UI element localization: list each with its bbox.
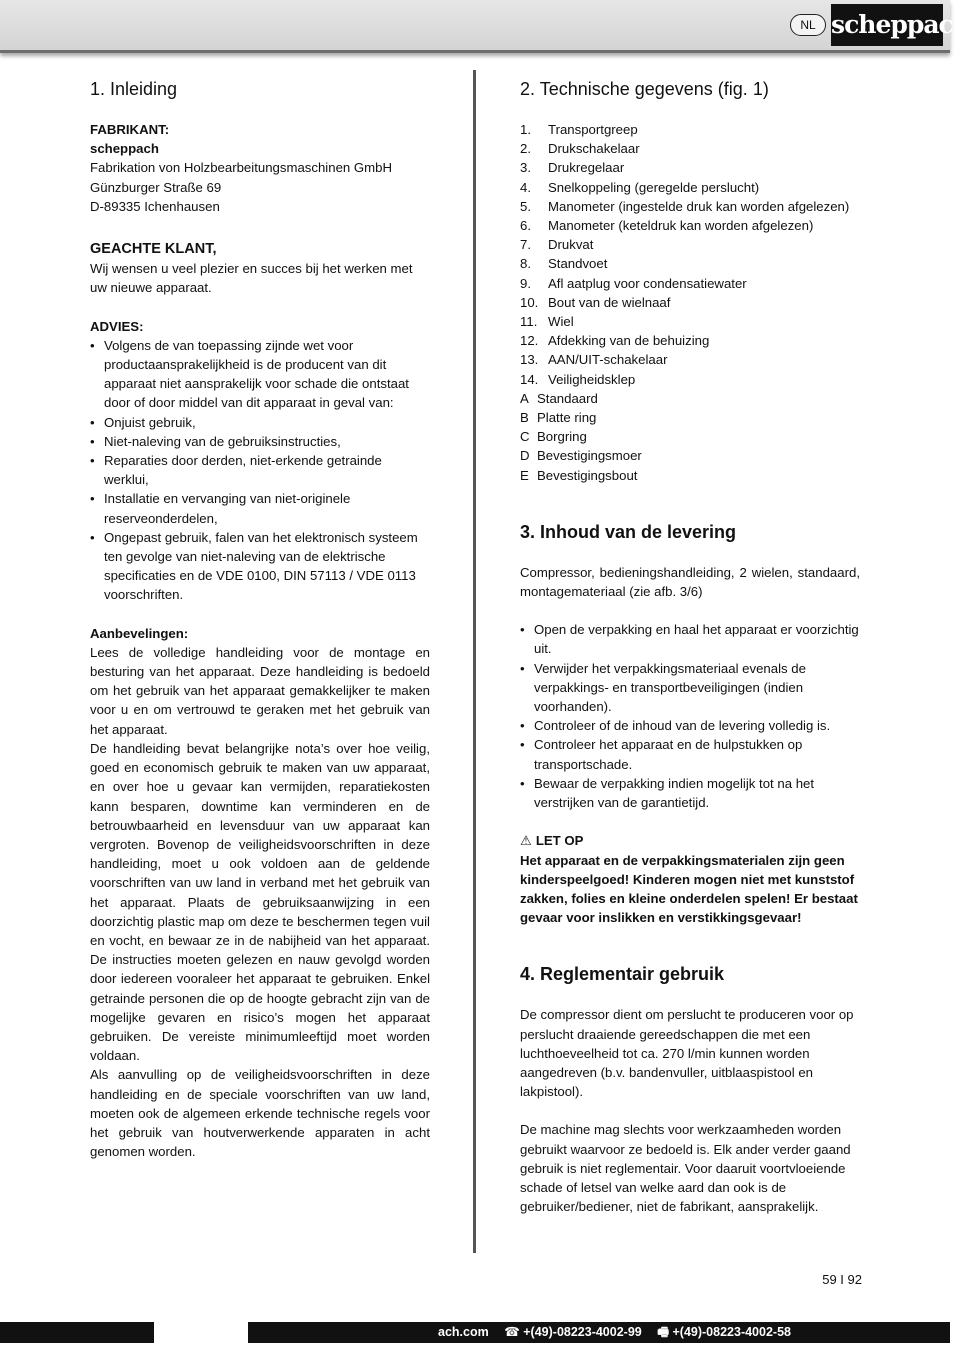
page-footer: [0, 1322, 950, 1343]
list-item: 12. Afdekking van de behuizing: [520, 333, 710, 349]
warning-text: Het apparaat en de verpakkingsmaterialen zijn geen kinderspeelgoed! Kinderen mogen niet met kunststof zakken, folies en kleine onderdelen spelen! Er bestaat gevaar voor inslikken en verstikkingsgevaar!: [520, 852, 858, 926]
column-divider: [473, 70, 476, 1253]
list-item: • Installatie en vervanging van niet-originele reserveonderdelen,: [90, 489, 430, 527]
footer-phone: ☎ +(49)-08223-4002-99: [504, 1325, 642, 1339]
list-item: 9. Afl aatplug voor condensatiewater: [520, 275, 747, 291]
list-item: • Controleer of de inhoud van de levering volledig is.: [520, 716, 860, 735]
paragraph: Als aanvulling op de veiligheidsvoorschriften in deze handleiding en de speciale voorschriften van uw land, moeten ook de algemeen erkende technische regels voor het gebruik van houtverwerkende apparaten in acht genomen worden.: [90, 1067, 430, 1160]
customer-label: GEACHTE KLANT,: [90, 241, 217, 258]
list-item: 5. Manometer (ingestelde druk kan worden afgelezen): [520, 198, 850, 214]
brand-logo: scheppach: [831, 4, 943, 46]
paragraph: De machine mag slechts voor werkzaamheden worden gebruikt waarvoor ze bedoeld is. Elk ander verder gaand gebruik is niet reglementair. Voor daaruit voortvloeiende schade of letsel van welke aard dan ook is de gebruiker/bediener, niet de fabrikant, aansprakelijk.: [520, 1122, 851, 1215]
list-item: 8. Standvoet: [520, 256, 608, 272]
list-item: • Open de verpakking en haal het apparaat er voorzichtig uit.: [520, 620, 860, 658]
paragraph: De compressor dient om perslucht te produceren voor op perslucht draaiende gereedschappen die met een luchthoeveelheid tot ca. 270 l/min kunnen worden aangedreven (b.v. bandenvuller, uitblaaspistool en lakpistool).: [520, 1007, 854, 1100]
list-item: A Standaard: [520, 390, 598, 406]
list-item: 4. Snelkoppeling (geregelde perslucht): [520, 179, 760, 195]
section-heading-technical: 2. Technische gegevens (fig. 1): [520, 79, 769, 99]
section-heading-delivery: 3. Inhoud van de levering: [520, 521, 737, 542]
left-column: [90, 76, 430, 1161]
section-heading-use: 4. Reglementair gebruik: [520, 964, 725, 985]
list-item: 7. Drukvat: [520, 237, 594, 253]
list-item: 2. Drukschakelaar: [520, 141, 640, 157]
list-item: 10. Bout van de wielnaaf: [520, 294, 671, 310]
page-number: 59 I 92: [822, 1272, 862, 1287]
warning-triangle-icon: ⚠: [520, 833, 532, 849]
footer-contact: [438, 1322, 803, 1343]
paragraph: De handleiding bevat belangrijke nota’s over hoe veilig, goed en economisch gebruik te maken van uw apparaat, en over hoe u gevaar kan vermijden, reparatiekosten kann besparen, downtime kan verminderen en de betrouwbaarheid en levensduur van uw apparaat kan vergroten. Bovenop de veiligheidsvoorschriften in deze handleiding, moet u ook voldoen aan de geldende voorschriften van uw land in verband met het gebruik van het apparaat. Plaats de gebruiksaanwijzing in een doorzichtig plastic map om deze te beschermen tegen vuil en vocht, en bewaar ze in de nabijheid van het apparaat. De instructies moeten gelezen en nauw gevolgd worden door iedereen vooraleer het apparaat te gebruiken. Enkel getrainde personen die op de hoogte gebracht zijn van de mogelijke gevaren en risico’s mogen het apparaat gebruiken. De vereiste minimumleeftijd moet worden voldaan.: [90, 740, 430, 1064]
language-badge: NL: [790, 14, 826, 36]
list-item: D Bevestigingsmoer: [520, 448, 642, 464]
parts-list: [520, 120, 860, 485]
address-line: Fabrikation von Holzbearbeitungsmaschinen GmbH: [90, 160, 392, 176]
warning-title: ⚠ LET OP: [520, 833, 584, 849]
delivery-text: Compressor, bedieningshandleiding, 2 wielen, standaard, montagemateriaal (zie afb. 3/6): [520, 564, 860, 600]
page-header: [0, 0, 970, 53]
list-item: 1. Transportgreep: [520, 122, 638, 137]
footer-web: ach.com: [438, 1325, 489, 1339]
recommendations-label: Aanbevelingen:: [90, 625, 189, 641]
list-item: B Platte ring: [520, 410, 597, 426]
delivery-list: [520, 620, 860, 812]
advice-label: ADVIES:: [90, 318, 144, 334]
manufacturer-label: FABRIKANT:: [90, 122, 170, 137]
list-item: • Reparaties door derden, niet-erkende getrainde werklui,: [90, 451, 430, 489]
list-item: E Bevestigingsbout: [520, 467, 638, 483]
list-item: 14. Veiligheidsklep: [520, 371, 636, 387]
paragraph: Lees de volledige handleiding voor de montage en besturing van het apparaat. Deze handleiding is bedoeld om het gebruik van het apparaat gemakkelijker te maken voor u en om vertrouwd te geraken met het gebruik van het apparaat.: [90, 644, 430, 737]
list-item: • Niet-naleving van de gebruiksinstructies,: [90, 432, 430, 451]
list-item: • Controleer het apparaat en de hulpstukken op transportschade.: [520, 735, 860, 773]
customer-text: Wij wensen u veel plezier en succes bij het werken met uw nieuwe apparaat.: [90, 261, 413, 296]
list-item: • Verwijder het verpakkingsmateriaal evenals de verpakkings- en transportbeveiligingen (indien voorhanden).: [520, 659, 860, 717]
list-item: 3. Drukregelaar: [520, 160, 625, 176]
footer-fax: 🖷 +(49)-08223-4002-58: [657, 1325, 791, 1339]
list-item: • Bewaar de verpakking indien mogelijk tot na het verstrijken van de garantietijd.: [520, 774, 860, 812]
list-item: 11. Wiel: [520, 314, 574, 330]
address-line: Günzburger Straße 69: [90, 179, 222, 195]
manufacturer-name: scheppach: [90, 141, 159, 157]
list-item: 6. Manometer (keteldruk kan worden afgelezen): [520, 218, 814, 234]
section-heading-intro: 1. Inleiding: [90, 79, 178, 99]
list-item: • Ongepast gebruik, falen van het elektronisch systeem ten gevolge van niet-naleving van de elektrische specificaties en de VDE 0100, DIN 57113 / VDE 0113 voorschriften.: [90, 528, 430, 605]
list-item: • Volgens de van toepassing zijnde wet voor productaansprakelijkheid is de producent van dit apparaat niet aansprakelijk voor schade die ontstaat door of door middel van dit apparaat in geval van:: [90, 336, 430, 413]
list-item: • Onjuist gebruik,: [90, 413, 430, 432]
list-item: C Borgring: [520, 429, 587, 445]
address-line: D-89335 Ichenhausen: [90, 198, 220, 214]
list-item: 13. AAN/UIT-schakelaar: [520, 352, 668, 368]
advice-list: [90, 336, 430, 605]
right-column: [520, 76, 860, 1216]
